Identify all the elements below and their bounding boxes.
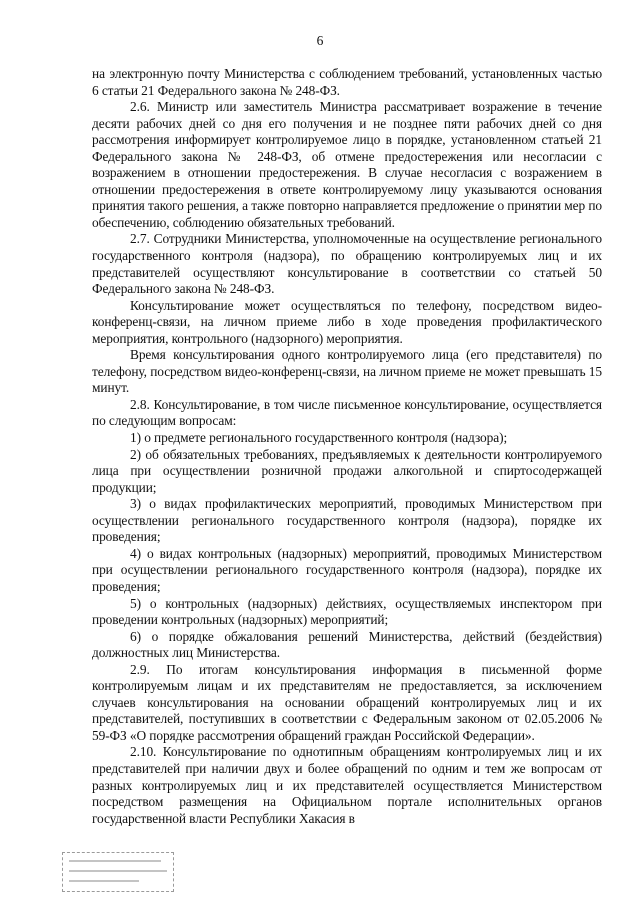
paragraph: Консультирование может осуществляться по телефону, посредством видео-конференц-связи, на личном приеме либо в ходе проведения профилактического мероприятия, контрольного (надзорного) мероприятия. [92,297,602,346]
paragraph: Время консультирования одного контролируемого лица (его представителя) по телефону, посредством видео-конференц-связи, на личном приеме не может превышать 15 минут. [92,347,602,396]
document-body [92,66,602,827]
paragraph: 2.6. Министр или заместитель Министра рассматривает возражение в течение десяти рабочих дней со дня его получения и не позднее пяти рабочих дней со дня рассмотрения информирует контролируемое лицо в порядке, установленном статьей 21 Федерального закона № 248-ФЗ, об отмене предостережения или несогласии с возражением в отношении предостережения. В случае несогласия с возражением в отношении предостережения в ответе контролируемому лицу указываются основания принятия такого решения, а также повторно направляется предложение о принятии мер по обеспечению, соблюдению обязательных требований. [92,99,602,230]
paragraph: на электронную почту Министерства с соблюдением требований, установленных частью 6 статьи 21 Федерального закона № 248-ФЗ. [92,66,602,98]
stamp-line [69,860,161,862]
paragraph: 2.10. Консультирование по однотипным обращениям контролируемых лиц и их представителей при наличии двух и более обращений по одним и тем же вопросам от разных контролируемых лиц и их представителей осуществляется Министерством посредством размещения на Официальном портале исполнительных органов государственной власти Республики Хакасия в [92,744,602,826]
list-item: 3) о видах профилактических мероприятий, проводимых Министерством при осуществлении регионального государственного контроля (надзора), порядке их проведения; [92,496,602,545]
paragraph: 2.7. Сотрудники Министерства, уполномоченные на осуществление регионального государственного контроля (надзора), по обращению контролируемых лиц и их представителей осуществляют консультирование в соответствии со статьей 50 Федерального закона № 248-ФЗ. [92,231,602,297]
page-number: 6 [316,33,324,48]
paragraph: 2.8. Консультирование, в том числе письменное консультирование, осуществляется по следующим вопросам: [92,396,602,429]
list-item: 2) об обязательных требованиях, предъявляемых к деятельности контролируемого лица при осуществлении розничной продажи алкогольной и спиртосодержащей продукции; [92,446,602,495]
stamp-line [69,880,139,882]
paragraph: 2.9. По итогам консультирования информация в письменной форме контролируемым лицам и их представителям не предоставляется, за исключением случаев консультирования на основании обращений контролируемых лиц и их представителей, поступивших в соответствии с Федеральным законом от 02.05.2006 № 59-ФЗ «О порядке рассмотрения обращений граждан Российской Федерации». [92,661,602,743]
list-item: 4) о видах контрольных (надзорных) мероприятий, проводимых Министерством при осуществлении регионального государственного контроля (надзора), порядке их проведения; [92,545,602,594]
list-item: 1) о предмете регионального государственного контроля (надзора); [130,430,508,446]
stamp-line [69,870,167,872]
list-item: 6) о порядке обжалования решений Министерства, действий (бездействия) должностных лиц Министерства. [92,628,602,661]
faded-stamp [62,852,174,892]
list-item: 5) о контрольных (надзорных) действиях, осуществляемых инспектором при проведении контрольных (надзорных) мероприятий; [92,595,602,628]
